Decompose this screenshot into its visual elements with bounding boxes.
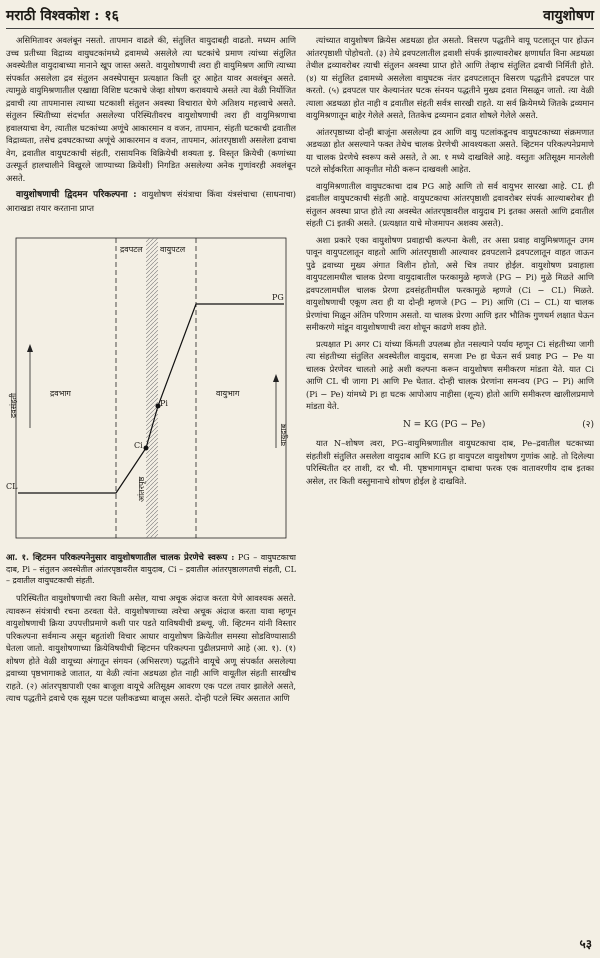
running-title-right: वायुशोषण	[543, 8, 594, 24]
left-column	[6, 34, 296, 914]
running-title-left: मराठी विश्वकोश : १६	[6, 8, 119, 24]
left-paragraph-1: असिमितावर अवलंबून नसतो. तापमान वाढले की, संतुलित वायुदाबही वाढतो. मध्यम आणि उच्च प्रतीच्या विद्राव्य वायुघटकांमध्ये द्रवामध्ये असलेले त्या घटकांचे प्रमाण त्यांच्या संतुलित अवस्थेतील वायुदाबाच्या मानाने खूप जास्त असते. वायुशोषणाची त्वरा ही वायुमिश्रण आणि त्याच्या संपर्कात असलेला द्रव संतुलन अवस्थेपासून प्रत्यक्षात किती दूर आहेत यावर अवलंबून असते. त्यामुळे वायुमिश्रणातील एखाद्या विशिष्ट घटकाचे जेव्हा शोषण करावयाचे असते त्या वेळी निर्योजित द्रवाची त्या तापमानास त्याच्या घटकाशी संतुलन अवस्था विचारात घेणे अतिशय महत्त्वाचे असते. संतुलन स्थितीच्या संदर्भात असलेल्या परिस्थितीवरच वायुशोषणाची त्वरा ही वायुमिश्रणाचा हवालयाचा वेग, त्यातील घटकांच्या अणूंचे आकारमान व वजन, तापमान, संहती घटकाची द्रवातील विद्राव्यता, तसेच द्रवघटकाच्या अणूंचे आकारमान व वजन, तापमान, आंतरपृष्ठाशी असलेला द्रवाचा वेग, द्रवातील वायुघटकाची संहती, रासायनिक विक्रियेची शक्यता इ. विस्तृत क्रियेची (कणांच्या उत्स्फूर्त हालचालीने विखुरले जाण्याच्या क्रियेशी) निगडित असलेल्या अनेक गुणांवरही अवलंबून असते.	[6, 35, 296, 183]
gas-phase-label: वायुभाग	[216, 389, 240, 398]
right-paragraph-6: यात N–शोषण त्वरा, PG–वायुमिश्रणातील वायुघटकाचा दाब, Pe–द्रवातील घटकाच्या संहतीशी संतुलित असलेला वायुदाब आणि KG हा वायुपटल वायुशोषण गुणांक आहे. तो दिलेल्या परिस्थितीत दर ताशी, दर चौ. मी. पृष्ठभागामधून दाबाचा फरक एक वातावरणीय दाब इतका असेल, तर किती वस्तुमानाचे शोषण होईल हे दाखविते.	[306, 438, 594, 486]
equation-text: N = KG (PG − Pe)	[402, 419, 486, 430]
pressure-axis-arrowhead	[273, 374, 279, 382]
right-paragraph-4: अशा प्रकारे एका वायुशोषण प्रवाहाची कल्पना केली, तर असा प्रवाह वायुमिश्रणातून उगम पावून वायुपटलातून वाहतो आणि आंतरपृष्ठाशी आल्यावर द्रवपटलाने द्रवपटलातून वाहत जाऊन पुढे द्रवाच्या मुख्य अंगात विलीन होतो, असे चित्र तयार होईल. वायुशोषण प्रवाहाला वायुपटलामधील चालक प्रेरणा वायुदाबातील फरकामुळे म्हणजे (PG − Pi) मुळे मिळते आणि द्रवपटलामधील चालक प्रेरणा द्रवसंहतीमधील फरकामुळे म्हणजे (Ci − CL) मिळते. वायुशोषणाची एकूण त्वरा ही या दोन्ही म्हणजे (PG − Pi) आणि (Ci − CL) या चालक प्रेरणांचा मिळून अंतिम परिणाम असतो. या चालक प्रेरणा आणि इतर भौतिक गुणधर्म लक्षात घेऊन समीकरणे मांडून वायुशोषणाची त्वरा शोधून काढणे शक्य होते.	[306, 234, 594, 332]
left-paragraph-2: परिस्थितीत वायुशोषणाची त्वरा किती असेल, याचा अचूक अंदाज करता येणे आवश्यक असते. त्यावरून संयंत्राची रचना ठरवता येते. वायुशोषणाच्या त्वरेचा अचूक अंदाज करता यावा म्हणून वायुशोषणाची क्रिया उपपत्तीप्रमाणे कशी पार पडते याविषयीची डब्ल्यू. जी. व्हिटमन यांनी विस्तार परिकल्पना सर्वमान्य असून बहुतांशी विचार आधार वायुशोषण क्रियेतील समस्या सोडविण्यासाठी घेतला जातो. वायुशोषणाच्या क्रियेविषयीची व्हिटमन परिकल्पना पुढीलप्रमाणे आहे (आ. १). (१) शोषण होते वेळी वायूच्या अंगातून संगयन (अभिसरण) पद्धतीने वायूचे अणू संपर्कात असलेल्या द्रवाच्या पृष्ठभागाकडे जातात, या वेळी त्यांना अडथळा होत नाही आणि वायूतील संहती सारखीच राहते. (२) आंतरपृष्ठापाशी एका बाजूला वायूचे अतिसूक्ष्म आवरण एक पटल तयार झालेले असते, त्याच पद्धतीने द्रवाचे एक सूक्ष्म पटल पलीकडच्या बाजूस असते. दोन्ही पटले स्थिर असतात आणि	[6, 593, 296, 703]
conc-axis-arrowhead	[27, 344, 33, 352]
right-paragraph-3: वायुमिश्रणातील वायुघटकाचा दाब PG आहे आणि तो सर्व वायुभर सारखा आहे. CL ही द्रवातील वायुघटकाची संहती आहे. वायुघटकाचा आंतरपृष्ठाशी द्रवावरोबर संपर्क आल्याबरोबर ही संतुलन अवस्था प्राप्त होते त्या अवस्थेत आंतरपृष्ठावरील वायुदाब Pi इतका असतो आणि द्रवातील संहती Ci इतकी असते. (प्रत्यक्षात याचे मोजमापन अशक्य असते).	[306, 180, 594, 228]
page-number: ५३	[579, 937, 592, 951]
diagram-canvas	[6, 218, 296, 548]
equation-2	[306, 419, 594, 432]
liquid-film-label: द्रवपटल	[120, 245, 143, 254]
section-intro-text: वायुशोषण संयंत्राचा किंवा यंत्रसंचाचा (साधनाचा) आराखडा तयार करताना प्राप्त	[6, 189, 296, 213]
section-heading: वायुशोषणाची द्विदमन परिकल्पना :	[16, 190, 137, 200]
cl-label: CL	[6, 482, 18, 491]
pressure-axis-label: वायुदाब	[279, 423, 288, 446]
liquid-phase-label: द्रवभाग	[50, 389, 71, 398]
page-header	[6, 6, 594, 28]
header-rule	[6, 28, 594, 29]
figure-caption	[6, 552, 296, 586]
caption-title: आ. १. व्हिटमन परिकल्पनेनुसार वायुशोषणातील चालक प्रेरणेचे स्वरूप :	[6, 553, 235, 563]
whitman-diagram	[6, 218, 296, 548]
right-paragraph-2: आंतरपृष्ठाच्या दोन्ही बाजूंना असलेल्या द्रव आणि वायु पटलांकडूनच वायुघटकाच्या संक्रमणात अडथळा होत असल्याने फक्त तेथेच चालक प्रेरणेची आवश्यकता असते. व्हिटमन परिकल्पनेप्रमाणे या चालक प्रेरणेचे स्वरूप कसे असते, ते आ. १ मध्ये दाखविले आहे. वस्तुतः अतिसूक्ष्म मानलेली पटले सोईकरिता आकृतीत मोठी करून दाखवली आहेत.	[306, 126, 594, 174]
equation-number: (२)	[582, 419, 594, 430]
gas-film-label: वायुपटल	[160, 245, 186, 254]
pi-label: Pi	[160, 399, 168, 408]
concentration-axis-label: द्रवसंहती	[9, 393, 18, 418]
right-column	[306, 34, 594, 914]
section-intro-paragraph	[6, 188, 296, 214]
ci-point	[144, 446, 149, 451]
right-paragraph-5: प्रत्यक्षात Pi अगर Ci यांच्या किंमती उपलब्ध होत नसल्याने पर्याय म्हणून Ci संहतीच्या जागी त्या संहतीच्या संतुलित अवस्थेतील वायुदाब, समजा Pe हा घेऊन सर्व प्रवाह PG − Pe या चालक प्रेरणेवर चालतो आहे अशी कल्पना करून वायुशोषण समीकरण मांडता येते. यात Ci आणि CL ची जागा Pi आणि Pe घेतात. दोन्ही चालक प्रेरणांना समन्वय (PG − Pi) आणि (Pi − Pe) यांमध्ये Pi हा घटक आपोआप नाहीसा (शून्य) होतो आणि समीकरण खालीलप्रमाणे मांडता येते.	[306, 338, 594, 411]
right-paragraph-1: त्यांच्यात वायुशोषण क्रियेस अडथळा होत असतो. विसरण पद्धतीने वायू पटलातून पार होऊन आंतरपृष्ठाशी पोहोचतो. (३) तेथे द्रवपटलातील द्रवाशी संपर्क झाल्यावरोबर क्षणार्धात विना अडथळा तेथील द्रव्यावरोबर त्याची संतुलन अवस्था प्राप्त होते आणि तेव्हाच संतुलित द्रवाची निर्मिती होते. (४) या संतुलित द्रवामध्ये असलेला वायुघटक नंतर द्रवपटलातून विसरण पद्धतीने द्रवपटल पार करतो. (५) द्रवपटल पार केल्यानंतर घटक संनयन पद्धतीने मुख्य द्रवात मिसळून जातो. त्या वेळी त्याला अडथळा होत नाही व द्रवातील संहती सर्वत्र सारखी राहते. या सर्व क्रियेमध्ये जितके द्रव्यमान वायुमिश्रणातून बाहेर गेलेले असते, तितकेच द्रव्यमान द्रवात शोषले गेलेले असते.	[306, 35, 594, 120]
ci-label: Ci	[134, 441, 143, 450]
interface-label: आंतरपृष्ठ	[137, 476, 146, 502]
pg-label: PG	[272, 293, 284, 302]
caption-legend: PG – वायुघटकाचा दाब, Pi – संतुलन अवस्थेतील आंतरपृष्ठावरील वायुदाब, Ci – द्रवातील आंतरपृष्ठालगतची संहती, CL – द्रवातील वायुघटकाची संहती.	[6, 553, 296, 585]
